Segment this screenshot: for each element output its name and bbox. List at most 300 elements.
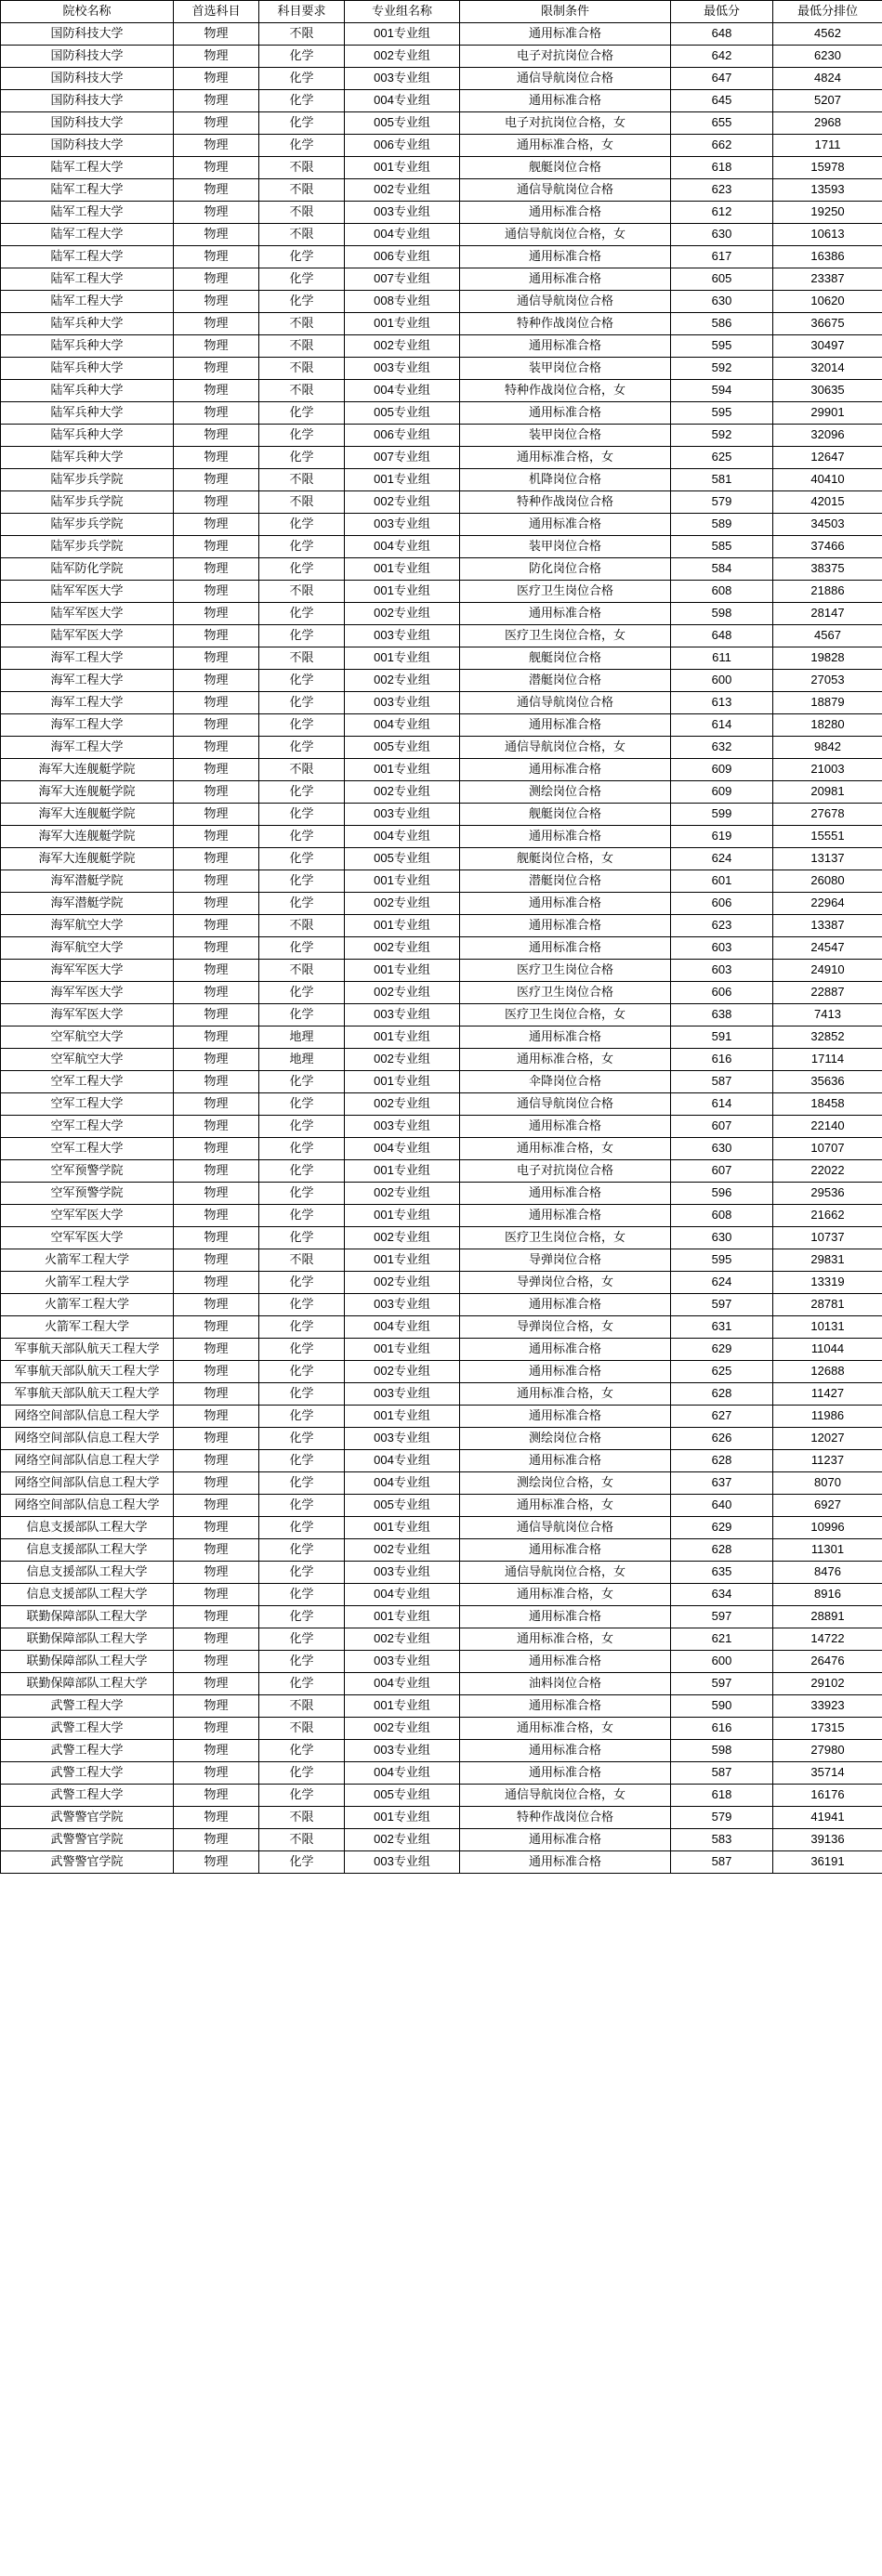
- cell-school: 国防科技大学: [1, 90, 174, 112]
- cell-restriction: 通用标准合格: [460, 402, 671, 425]
- cell-min-rank: 22022: [773, 1160, 882, 1183]
- cell-major-group: 001专业组: [345, 23, 460, 46]
- table-row: [1, 1406, 882, 1428]
- cell-first-subject: 物理: [174, 1762, 259, 1785]
- cell-min-score: 590: [671, 1695, 773, 1718]
- cell-min-rank: 12647: [773, 447, 882, 469]
- cell-first-subject: 物理: [174, 425, 259, 447]
- cell-restriction: 导弹岗位合格，女: [460, 1316, 671, 1339]
- cell-restriction: 通用标准合格: [460, 603, 671, 625]
- cell-school: 空军工程大学: [1, 1071, 174, 1093]
- cell-restriction: 通用标准合格，女: [460, 1584, 671, 1606]
- table-row: [1, 603, 882, 625]
- cell-min-rank: 32852: [773, 1026, 882, 1049]
- cell-min-score: 628: [671, 1450, 773, 1472]
- cell-min-rank: 29102: [773, 1673, 882, 1695]
- cell-major-group: 003专业组: [345, 514, 460, 536]
- cell-restriction: 通用标准合格: [460, 714, 671, 737]
- cell-min-score: 634: [671, 1584, 773, 1606]
- cell-first-subject: 物理: [174, 1628, 259, 1651]
- cell-min-rank: 36675: [773, 313, 882, 335]
- table-row: [1, 1294, 882, 1316]
- cell-subject-requirement: 化学: [259, 514, 345, 536]
- table-row: [1, 1517, 882, 1539]
- cell-restriction: 医疗卫生岗位合格，女: [460, 1004, 671, 1026]
- table-row: [1, 1539, 882, 1562]
- cell-min-rank: 11044: [773, 1339, 882, 1361]
- cell-restriction: 通用标准合格: [460, 335, 671, 358]
- cell-subject-requirement: 化学: [259, 68, 345, 90]
- cell-subject-requirement: 化学: [259, 1183, 345, 1205]
- cell-subject-requirement: 化学: [259, 1785, 345, 1807]
- cell-major-group: 004专业组: [345, 90, 460, 112]
- cell-major-group: 002专业组: [345, 1227, 460, 1249]
- cell-restriction: 通用标准合格，女: [460, 1495, 671, 1517]
- cell-first-subject: 物理: [174, 1071, 259, 1093]
- cell-major-group: 002专业组: [345, 179, 460, 202]
- cell-restriction: 通信导航岗位合格: [460, 291, 671, 313]
- cell-subject-requirement: 不限: [259, 335, 345, 358]
- cell-major-group: 002专业组: [345, 335, 460, 358]
- cell-min-rank: 8916: [773, 1584, 882, 1606]
- column-header-subject-requirement: 科目要求: [259, 1, 345, 23]
- cell-subject-requirement: 化学: [259, 1584, 345, 1606]
- cell-subject-requirement: 化学: [259, 737, 345, 759]
- cell-first-subject: 物理: [174, 23, 259, 46]
- table-row: [1, 335, 882, 358]
- cell-min-rank: 36191: [773, 1851, 882, 1874]
- cell-school: 空军航空大学: [1, 1026, 174, 1049]
- cell-subject-requirement: 地理: [259, 1049, 345, 1071]
- cell-first-subject: 物理: [174, 1450, 259, 1472]
- cell-school: 国防科技大学: [1, 68, 174, 90]
- cell-min-score: 613: [671, 692, 773, 714]
- table-row: [1, 1116, 882, 1138]
- cell-subject-requirement: 化学: [259, 1428, 345, 1450]
- cell-first-subject: 物理: [174, 1249, 259, 1272]
- cell-school: 网络空间部队信息工程大学: [1, 1472, 174, 1495]
- cell-min-rank: 13319: [773, 1272, 882, 1294]
- cell-restriction: 测绘岗位合格: [460, 781, 671, 804]
- cell-min-score: 599: [671, 804, 773, 826]
- cell-min-rank: 33923: [773, 1695, 882, 1718]
- cell-min-rank: 10613: [773, 224, 882, 246]
- cell-major-group: 006专业组: [345, 425, 460, 447]
- cell-restriction: 通用标准合格: [460, 1361, 671, 1383]
- cell-school: 武警工程大学: [1, 1762, 174, 1785]
- cell-min-score: 607: [671, 1116, 773, 1138]
- cell-subject-requirement: 化学: [259, 90, 345, 112]
- cell-first-subject: 物理: [174, 1539, 259, 1562]
- cell-min-score: 629: [671, 1517, 773, 1539]
- cell-major-group: 002专业组: [345, 670, 460, 692]
- cell-school: 武警工程大学: [1, 1785, 174, 1807]
- table-row: [1, 491, 882, 514]
- cell-first-subject: 物理: [174, 1606, 259, 1628]
- cell-min-score: 595: [671, 335, 773, 358]
- cell-restriction: 特种作战岗位合格: [460, 491, 671, 514]
- cell-first-subject: 物理: [174, 224, 259, 246]
- cell-school: 陆军兵种大学: [1, 313, 174, 335]
- cell-min-rank: 18280: [773, 714, 882, 737]
- table-row: [1, 135, 882, 157]
- table-row: [1, 1829, 882, 1851]
- cell-restriction: 潜艇岗位合格: [460, 870, 671, 893]
- cell-min-score: 632: [671, 737, 773, 759]
- cell-subject-requirement: 化学: [259, 1227, 345, 1249]
- cell-major-group: 004专业组: [345, 1673, 460, 1695]
- cell-subject-requirement: 化学: [259, 1093, 345, 1116]
- cell-major-group: 002专业组: [345, 491, 460, 514]
- cell-min-score: 612: [671, 202, 773, 224]
- cell-school: 空军工程大学: [1, 1093, 174, 1116]
- cell-school: 火箭军工程大学: [1, 1272, 174, 1294]
- cell-min-rank: 27980: [773, 1740, 882, 1762]
- cell-school: 空军军医大学: [1, 1205, 174, 1227]
- cell-first-subject: 物理: [174, 1428, 259, 1450]
- cell-min-score: 621: [671, 1628, 773, 1651]
- cell-min-rank: 30635: [773, 380, 882, 402]
- cell-subject-requirement: 化学: [259, 692, 345, 714]
- cell-subject-requirement: 化学: [259, 402, 345, 425]
- cell-min-rank: 28891: [773, 1606, 882, 1628]
- table-header: [1, 1, 882, 23]
- cell-min-score: 584: [671, 558, 773, 581]
- table-row: [1, 804, 882, 826]
- cell-subject-requirement: 化学: [259, 1160, 345, 1183]
- cell-restriction: 通用标准合格: [460, 1606, 671, 1628]
- cell-min-rank: 24547: [773, 937, 882, 960]
- cell-restriction: 医疗卫生岗位合格: [460, 581, 671, 603]
- cell-min-rank: 28781: [773, 1294, 882, 1316]
- table-row: [1, 112, 882, 135]
- cell-school: 网络空间部队信息工程大学: [1, 1428, 174, 1450]
- cell-major-group: 001专业组: [345, 1517, 460, 1539]
- cell-major-group: 005专业组: [345, 848, 460, 870]
- cell-subject-requirement: 化学: [259, 603, 345, 625]
- cell-min-rank: 4562: [773, 23, 882, 46]
- cell-school: 国防科技大学: [1, 112, 174, 135]
- cell-min-rank: 15978: [773, 157, 882, 179]
- cell-restriction: 通用标准合格: [460, 1740, 671, 1762]
- cell-subject-requirement: 化学: [259, 1562, 345, 1584]
- cell-restriction: 医疗卫生岗位合格，女: [460, 1227, 671, 1249]
- column-header-school: 院校名称: [1, 1, 174, 23]
- cell-min-rank: 1711: [773, 135, 882, 157]
- cell-min-score: 617: [671, 246, 773, 268]
- cell-min-rank: 21886: [773, 581, 882, 603]
- cell-subject-requirement: 不限: [259, 581, 345, 603]
- cell-min-score: 623: [671, 179, 773, 202]
- cell-min-rank: 8476: [773, 1562, 882, 1584]
- cell-school: 陆军兵种大学: [1, 402, 174, 425]
- cell-first-subject: 物理: [174, 291, 259, 313]
- cell-min-score: 601: [671, 870, 773, 893]
- cell-min-score: 596: [671, 1183, 773, 1205]
- cell-school: 陆军工程大学: [1, 157, 174, 179]
- cell-major-group: 005专业组: [345, 1785, 460, 1807]
- cell-min-rank: 32014: [773, 358, 882, 380]
- cell-subject-requirement: 化学: [259, 1294, 345, 1316]
- cell-first-subject: 物理: [174, 982, 259, 1004]
- cell-min-rank: 35714: [773, 1762, 882, 1785]
- cell-school: 陆军工程大学: [1, 291, 174, 313]
- table-row: [1, 1205, 882, 1227]
- cell-subject-requirement: 化学: [259, 1383, 345, 1406]
- cell-min-score: 614: [671, 1093, 773, 1116]
- table-row: [1, 46, 882, 68]
- cell-first-subject: 物理: [174, 1138, 259, 1160]
- cell-min-score: 638: [671, 1004, 773, 1026]
- cell-restriction: 机降岗位合格: [460, 469, 671, 491]
- cell-min-score: 589: [671, 514, 773, 536]
- cell-major-group: 003专业组: [345, 625, 460, 647]
- cell-subject-requirement: 化学: [259, 1628, 345, 1651]
- cell-first-subject: 物理: [174, 893, 259, 915]
- cell-subject-requirement: 化学: [259, 870, 345, 893]
- cell-min-rank: 12027: [773, 1428, 882, 1450]
- cell-major-group: 001专业组: [345, 558, 460, 581]
- cell-restriction: 通信导航岗位合格，女: [460, 737, 671, 759]
- cell-restriction: 通信导航岗位合格，女: [460, 1562, 671, 1584]
- cell-min-rank: 29536: [773, 1183, 882, 1205]
- cell-school: 陆军军医大学: [1, 603, 174, 625]
- cell-min-rank: 15551: [773, 826, 882, 848]
- cell-first-subject: 物理: [174, 1316, 259, 1339]
- cell-major-group: 006专业组: [345, 135, 460, 157]
- table-row: [1, 893, 882, 915]
- cell-restriction: 装甲岗位合格: [460, 425, 671, 447]
- cell-first-subject: 物理: [174, 1004, 259, 1026]
- cell-min-score: 647: [671, 68, 773, 90]
- cell-min-rank: 21003: [773, 759, 882, 781]
- cell-restriction: 伞降岗位合格: [460, 1071, 671, 1093]
- cell-school: 海军军医大学: [1, 982, 174, 1004]
- cell-school: 陆军步兵学院: [1, 536, 174, 558]
- cell-min-score: 603: [671, 937, 773, 960]
- cell-major-group: 002专业组: [345, 982, 460, 1004]
- cell-min-rank: 41941: [773, 1807, 882, 1829]
- cell-subject-requirement: 不限: [259, 1695, 345, 1718]
- cell-major-group: 001专业组: [345, 313, 460, 335]
- cell-major-group: 002专业组: [345, 1272, 460, 1294]
- cell-min-rank: 39136: [773, 1829, 882, 1851]
- cell-min-rank: 21662: [773, 1205, 882, 1227]
- table-row: [1, 1562, 882, 1584]
- cell-min-score: 630: [671, 291, 773, 313]
- cell-subject-requirement: 化学: [259, 1138, 345, 1160]
- cell-major-group: 005专业组: [345, 402, 460, 425]
- cell-restriction: 测绘岗位合格，女: [460, 1472, 671, 1495]
- cell-first-subject: 物理: [174, 246, 259, 268]
- cell-school: 国防科技大学: [1, 135, 174, 157]
- cell-min-score: 618: [671, 1785, 773, 1807]
- cell-restriction: 通用标准合格: [460, 246, 671, 268]
- table-row: [1, 870, 882, 893]
- cell-subject-requirement: 化学: [259, 826, 345, 848]
- cell-restriction: 特种作战岗位合格: [460, 313, 671, 335]
- cell-min-rank: 10707: [773, 1138, 882, 1160]
- table-row: [1, 1049, 882, 1071]
- cell-first-subject: 物理: [174, 1718, 259, 1740]
- cell-min-score: 611: [671, 647, 773, 670]
- cell-min-score: 626: [671, 1428, 773, 1450]
- cell-first-subject: 物理: [174, 1049, 259, 1071]
- table-row: [1, 1183, 882, 1205]
- table-row: [1, 1093, 882, 1116]
- cell-restriction: 通信导航岗位合格: [460, 692, 671, 714]
- cell-major-group: 003专业组: [345, 1383, 460, 1406]
- cell-major-group: 001专业组: [345, 870, 460, 893]
- cell-school: 联勤保障部队工程大学: [1, 1628, 174, 1651]
- cell-major-group: 004专业组: [345, 1316, 460, 1339]
- cell-school: 武警工程大学: [1, 1695, 174, 1718]
- cell-school: 空军预警学院: [1, 1183, 174, 1205]
- cell-restriction: 潜艇岗位合格: [460, 670, 671, 692]
- cell-first-subject: 物理: [174, 1517, 259, 1539]
- cell-min-rank: 30497: [773, 335, 882, 358]
- cell-min-score: 631: [671, 1316, 773, 1339]
- cell-min-rank: 19250: [773, 202, 882, 224]
- cell-major-group: 001专业组: [345, 469, 460, 491]
- cell-first-subject: 物理: [174, 1472, 259, 1495]
- cell-subject-requirement: 化学: [259, 112, 345, 135]
- column-header-restriction: 限制条件: [460, 1, 671, 23]
- cell-min-score: 597: [671, 1673, 773, 1695]
- cell-restriction: 通用标准合格: [460, 1026, 671, 1049]
- cell-school: 陆军兵种大学: [1, 380, 174, 402]
- cell-restriction: 舰艇岗位合格，女: [460, 848, 671, 870]
- cell-major-group: 005专业组: [345, 737, 460, 759]
- cell-school: 陆军工程大学: [1, 246, 174, 268]
- table-row: [1, 625, 882, 647]
- cell-first-subject: 物理: [174, 692, 259, 714]
- cell-min-score: 581: [671, 469, 773, 491]
- cell-major-group: 001专业组: [345, 759, 460, 781]
- cell-school: 海军潜艇学院: [1, 870, 174, 893]
- cell-subject-requirement: 化学: [259, 558, 345, 581]
- cell-min-rank: 6927: [773, 1495, 882, 1517]
- cell-subject-requirement: 化学: [259, 425, 345, 447]
- cell-first-subject: 物理: [174, 358, 259, 380]
- cell-min-score: 598: [671, 603, 773, 625]
- cell-major-group: 002专业组: [345, 1361, 460, 1383]
- cell-min-rank: 13137: [773, 848, 882, 870]
- cell-restriction: 导弹岗位合格，女: [460, 1272, 671, 1294]
- cell-major-group: 001专业组: [345, 1807, 460, 1829]
- cell-school: 联勤保障部队工程大学: [1, 1673, 174, 1695]
- table-row: [1, 647, 882, 670]
- table-row: [1, 1160, 882, 1183]
- table-row: [1, 179, 882, 202]
- cell-restriction: 通用标准合格，女: [460, 135, 671, 157]
- cell-min-rank: 19828: [773, 647, 882, 670]
- cell-school: 军事航天部队航天工程大学: [1, 1339, 174, 1361]
- cell-first-subject: 物理: [174, 1651, 259, 1673]
- table-header-row: [1, 1, 882, 23]
- table-row: [1, 826, 882, 848]
- cell-min-rank: 4824: [773, 68, 882, 90]
- cell-first-subject: 物理: [174, 514, 259, 536]
- cell-min-score: 642: [671, 46, 773, 68]
- cell-major-group: 001专业组: [345, 581, 460, 603]
- cell-major-group: 003专业组: [345, 358, 460, 380]
- cell-restriction: 特种作战岗位合格，女: [460, 380, 671, 402]
- table-row: [1, 1450, 882, 1472]
- cell-min-score: 579: [671, 491, 773, 514]
- cell-first-subject: 物理: [174, 380, 259, 402]
- cell-first-subject: 物理: [174, 1183, 259, 1205]
- cell-school: 海军航空大学: [1, 915, 174, 937]
- cell-first-subject: 物理: [174, 625, 259, 647]
- table-row: [1, 90, 882, 112]
- cell-restriction: 通用标准合格: [460, 1339, 671, 1361]
- cell-school: 陆军步兵学院: [1, 469, 174, 491]
- cell-school: 火箭军工程大学: [1, 1316, 174, 1339]
- cell-min-score: 603: [671, 960, 773, 982]
- cell-min-rank: 32096: [773, 425, 882, 447]
- cell-major-group: 007专业组: [345, 447, 460, 469]
- cell-first-subject: 物理: [174, 558, 259, 581]
- cell-major-group: 002专业组: [345, 893, 460, 915]
- cell-restriction: 通用标准合格，女: [460, 1383, 671, 1406]
- cell-subject-requirement: 化学: [259, 1762, 345, 1785]
- cell-restriction: 舰艇岗位合格: [460, 157, 671, 179]
- cell-subject-requirement: 化学: [259, 982, 345, 1004]
- cell-first-subject: 物理: [174, 1383, 259, 1406]
- cell-school: 海军大连舰艇学院: [1, 826, 174, 848]
- table-row: [1, 1762, 882, 1785]
- cell-major-group: 003专业组: [345, 1562, 460, 1584]
- cell-subject-requirement: 化学: [259, 291, 345, 313]
- cell-subject-requirement: 化学: [259, 1851, 345, 1874]
- table-row: [1, 982, 882, 1004]
- cell-school: 军事航天部队航天工程大学: [1, 1383, 174, 1406]
- cell-first-subject: 物理: [174, 581, 259, 603]
- cell-first-subject: 物理: [174, 46, 259, 68]
- cell-major-group: 001专业组: [345, 1026, 460, 1049]
- cell-min-score: 623: [671, 915, 773, 937]
- cell-major-group: 003专业组: [345, 804, 460, 826]
- cell-subject-requirement: 化学: [259, 1651, 345, 1673]
- cell-min-score: 624: [671, 1272, 773, 1294]
- cell-major-group: 004专业组: [345, 1584, 460, 1606]
- cell-restriction: 特种作战岗位合格: [460, 1807, 671, 1829]
- cell-min-rank: 10620: [773, 291, 882, 313]
- cell-subject-requirement: 不限: [259, 1807, 345, 1829]
- cell-min-rank: 5207: [773, 90, 882, 112]
- cell-school: 网络空间部队信息工程大学: [1, 1450, 174, 1472]
- cell-subject-requirement: 不限: [259, 202, 345, 224]
- cell-school: 陆军工程大学: [1, 179, 174, 202]
- cell-school: 联勤保障部队工程大学: [1, 1606, 174, 1628]
- cell-major-group: 003专业组: [345, 1428, 460, 1450]
- cell-min-rank: 27053: [773, 670, 882, 692]
- cell-major-group: 003专业组: [345, 1651, 460, 1673]
- cell-first-subject: 物理: [174, 157, 259, 179]
- column-header-min-score: 最低分: [671, 1, 773, 23]
- cell-restriction: 医疗卫生岗位合格，女: [460, 625, 671, 647]
- cell-school: 信息支援部队工程大学: [1, 1584, 174, 1606]
- cell-school: 武警工程大学: [1, 1718, 174, 1740]
- cell-subject-requirement: 化学: [259, 1606, 345, 1628]
- table-row: [1, 1316, 882, 1339]
- cell-first-subject: 物理: [174, 68, 259, 90]
- cell-subject-requirement: 化学: [259, 135, 345, 157]
- cell-subject-requirement: 不限: [259, 23, 345, 46]
- cell-first-subject: 物理: [174, 1339, 259, 1361]
- cell-school: 国防科技大学: [1, 23, 174, 46]
